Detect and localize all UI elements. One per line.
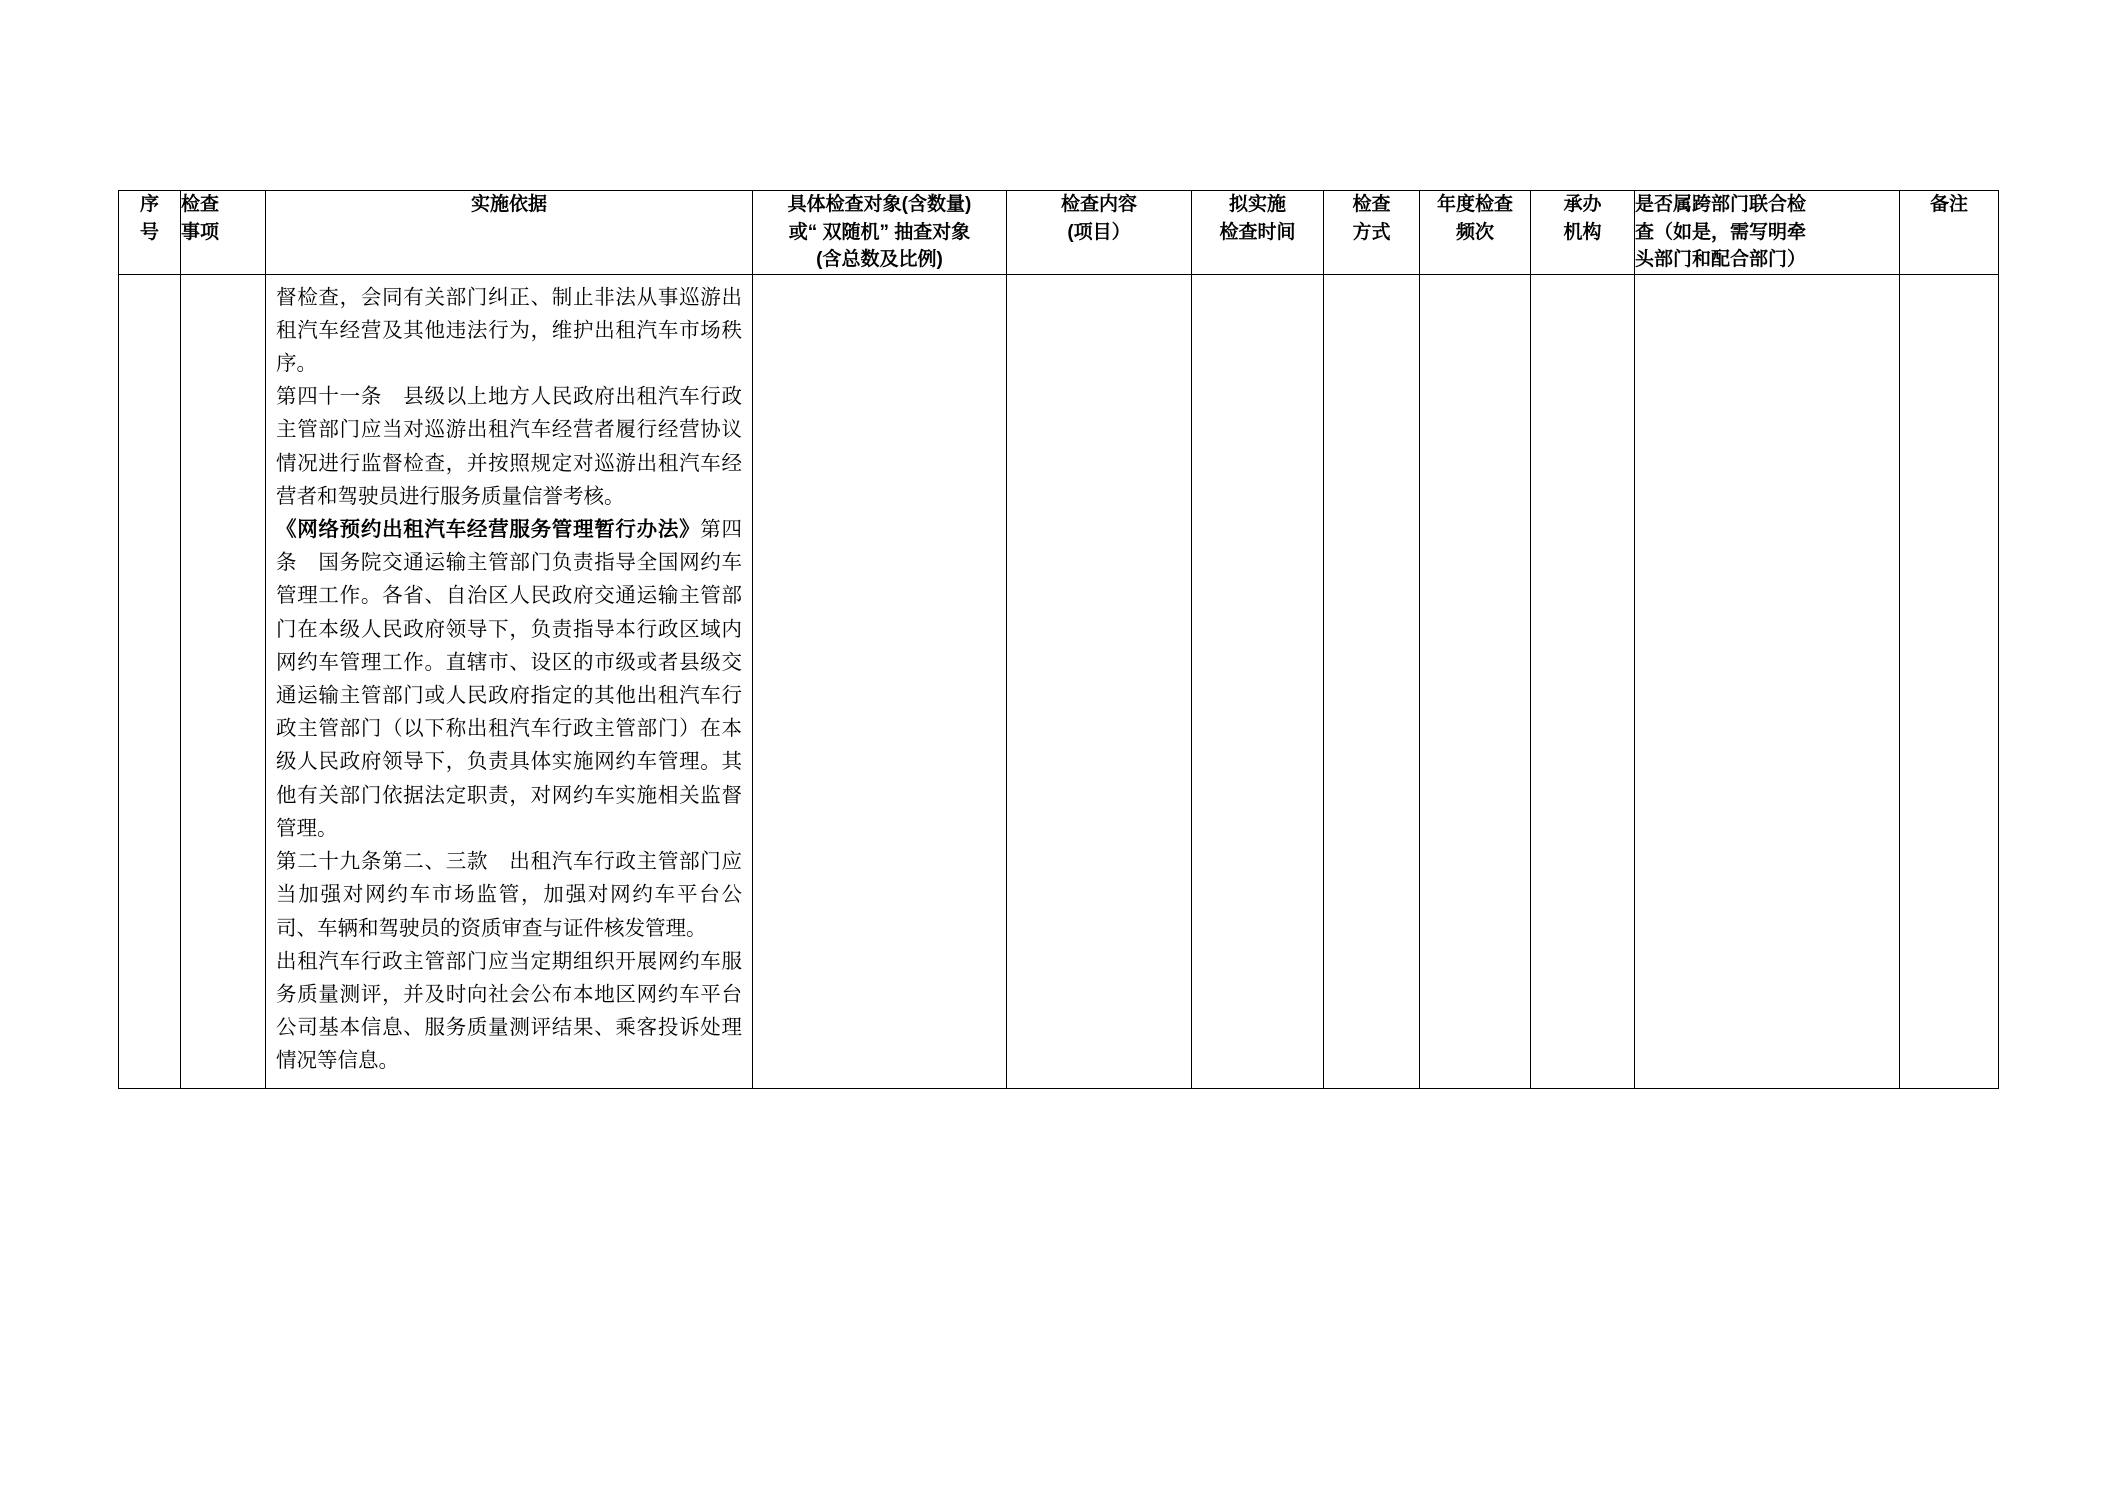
basis-paragraph-text: 第二十九条第二、三款 出租汽车行政主管部门应当加强对网约车市场监管，加强对网约车平台公司、车辆和驾驶员的资质审查与证件核发管理。 xyxy=(276,850,742,940)
cell-content xyxy=(1007,274,1192,1088)
cell-target xyxy=(753,274,1007,1088)
basis-paragraph xyxy=(276,513,742,845)
column-header-joint-inspection: 是否属跨部门联合检 查（如是，需写明牵 头部门和配合部门） xyxy=(1635,191,1900,275)
column-header-time: 拟实施 检查时间 xyxy=(1192,191,1324,275)
cell-basis xyxy=(266,274,753,1088)
column-header-mode: 检查 方式 xyxy=(1324,191,1420,275)
table-header-row xyxy=(119,191,1999,275)
cell-remark xyxy=(1900,274,1999,1088)
basis-paragraph-bold: 《网络预约出租汽车经营服务管理暂行办法》 xyxy=(276,518,701,542)
column-header-basis: 实施依据 xyxy=(266,191,753,275)
cell-frequency xyxy=(1420,274,1531,1088)
basis-paragraph xyxy=(276,945,742,1078)
basis-paragraph-text: 督检查，会同有关部门纠正、制止非法从事巡游出租汽车经营及其他违法行为，维护出租汽车市场秩序。 xyxy=(276,285,742,376)
basis-paragraph xyxy=(276,845,742,945)
column-header-target: 具体检查对象(含数量) 或“ 双随机” 抽查对象 (含总数及比例) xyxy=(753,191,1007,275)
basis-paragraph-text: 第四十一条 县级以上地方人民政府出租汽车行政主管部门应当对巡游出租汽车经营者履行经营协议情况进行监督检查，并按照规定对巡游出租汽车经营者和驾驶员进行服务质量信誉考核。 xyxy=(276,385,742,508)
basis-paragraph-text: 出租汽车行政主管部门应当定期组织开展网约车服务质量测评，并及时向社会公布本地区网约车平台公司基本信息、服务质量测评结果、乘客投诉处理情况等信息。 xyxy=(276,949,742,1073)
column-header-organization: 承办 机构 xyxy=(1531,191,1635,275)
cell-serial xyxy=(119,274,181,1088)
cell-mode xyxy=(1324,274,1420,1088)
column-header-item: 检查 事项 xyxy=(181,191,266,275)
column-header-content: 检查内容 (项目） xyxy=(1007,191,1192,275)
basis-paragraph xyxy=(276,281,742,381)
cell-time xyxy=(1192,274,1324,1088)
inspection-table xyxy=(118,190,1999,1089)
column-header-serial: 序 号 xyxy=(119,191,181,275)
cell-item xyxy=(181,274,266,1088)
column-header-frequency: 年度检查 频次 xyxy=(1420,191,1531,275)
column-header-remark: 备注 xyxy=(1900,191,1999,275)
basis-text-block xyxy=(266,275,752,1088)
basis-paragraph xyxy=(276,380,742,513)
cell-organization xyxy=(1531,274,1635,1088)
cell-joint-inspection xyxy=(1635,274,1900,1088)
basis-paragraph-text: 第四条 国务院交通运输主管部门负责指导全国网约车管理工作。各省、自治区人民政府交通运输主管部门在本级人民政府领导下，负责指导本行政区域内网约车管理工作。直辖市、设区的市级或者县级交通运输主管部门或人民政府指定的其他出租汽车行政主管部门（以下称出租汽车行政主管部门）在本级人民政府领导下，负责具体实施网约车管理。其他有关部门依据法定职责，对网约车实施相关监督管理。 xyxy=(276,518,743,840)
inspection-table-wrapper xyxy=(118,190,1998,1089)
table-row xyxy=(119,274,1999,1088)
